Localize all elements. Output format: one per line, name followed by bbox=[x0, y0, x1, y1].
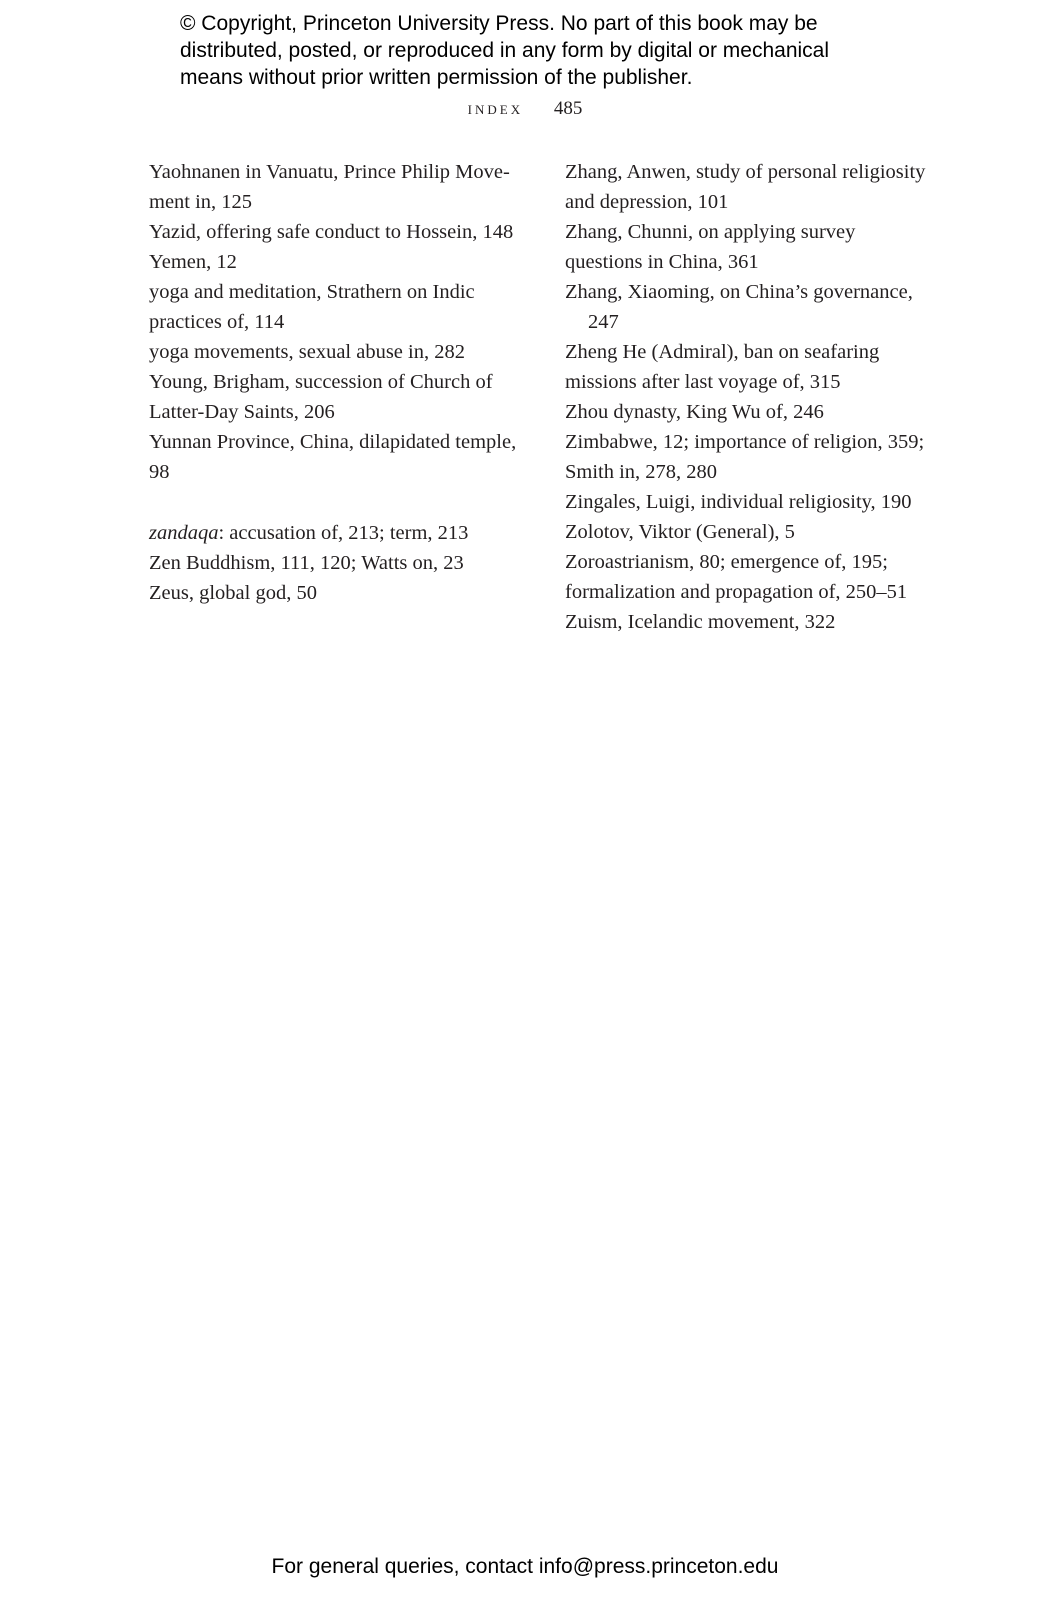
entry-line: Zolotov, Viktor (General), 5 bbox=[565, 521, 795, 543]
index-entry bbox=[149, 217, 529, 247]
entry-line: Yaohnanen in Vanuatu, Prince Philip Move- bbox=[149, 161, 510, 183]
entry-term-italic: zandaqa bbox=[149, 522, 219, 544]
index-entry bbox=[149, 518, 529, 548]
entry-line: ment in, 125 bbox=[149, 191, 253, 213]
copyright-notice bbox=[180, 10, 940, 91]
index-entry bbox=[565, 487, 945, 517]
entry-line: Latter-Day Saints, 206 bbox=[149, 401, 335, 423]
index-column-left bbox=[149, 157, 529, 608]
entry-line: missions after last voyage of, 315 bbox=[565, 371, 841, 393]
entry-line: questions in China, 361 bbox=[565, 251, 759, 273]
index-entry bbox=[149, 367, 529, 427]
entry-line: practices of, 114 bbox=[149, 311, 285, 333]
entry-line: Young, Brigham, succession of Church of bbox=[149, 371, 493, 393]
footer-contact: For general queries, contact info@press.princeton.edu bbox=[271, 1555, 779, 1578]
index-entry bbox=[565, 397, 945, 427]
entry-line: Zhang, Chunni, on applying survey bbox=[565, 221, 856, 243]
entry-rest: : accusation of, 213; term, 213 bbox=[218, 522, 469, 544]
entry-line: Zen Buddhism, 111, 120; Watts on, 23 bbox=[149, 552, 464, 574]
letter-group-gap bbox=[149, 487, 529, 518]
entry-line: and depression, 101 bbox=[565, 191, 729, 213]
entry-line: Zeus, global god, 50 bbox=[149, 582, 317, 604]
copyright-line-2: distributed, posted, or reproduced in any form by digital or mechanical bbox=[180, 39, 830, 62]
entry-line: yoga and meditation, Strathern on Indic bbox=[149, 281, 475, 303]
copyright-line-1: © Copyright, Princeton University Press. No part of this book may be bbox=[180, 12, 818, 35]
entry-line: Zhang, Xiaoming, on China’s governance, 247 bbox=[565, 281, 913, 333]
entry-line: Zheng He (Admiral), ban on seafaring bbox=[565, 341, 880, 363]
entry-line: Zoroastrianism, 80; emergence of, 195; bbox=[565, 551, 888, 573]
running-head bbox=[0, 98, 1050, 120]
index-entry bbox=[565, 217, 945, 277]
entry-line: Yunnan Province, China, dilapidated temple, bbox=[149, 431, 517, 453]
page-number: 485 bbox=[553, 98, 583, 119]
entry-line: Smith in, 278, 280 bbox=[565, 461, 718, 483]
index-entry bbox=[565, 607, 945, 637]
index-entry bbox=[565, 547, 945, 607]
index-column-right bbox=[565, 157, 945, 637]
entry-line: Zuism, Icelandic movement, 322 bbox=[565, 611, 836, 633]
index-entry bbox=[565, 337, 945, 397]
running-head-label: index bbox=[467, 98, 524, 119]
entry-line: Yazid, offering safe conduct to Hossein, 148 bbox=[149, 221, 514, 243]
index-entry bbox=[149, 247, 529, 277]
index-entry bbox=[149, 578, 529, 608]
entry-line: yoga movements, sexual abuse in, 282 bbox=[149, 341, 465, 363]
entry-line: Zhou dynasty, King Wu of, 246 bbox=[565, 401, 824, 423]
index-entry bbox=[149, 277, 529, 337]
index-entry bbox=[565, 427, 945, 487]
entry-line bbox=[149, 518, 529, 548]
entry-line: Zimbabwe, 12; importance of religion, 359; bbox=[565, 431, 925, 453]
index-entry bbox=[565, 157, 945, 217]
copyright-line-3: means without prior written permission of the publisher. bbox=[180, 66, 693, 89]
index-entry bbox=[149, 427, 529, 487]
index-entry bbox=[149, 548, 529, 578]
entry-line: Yemen, 12 bbox=[149, 251, 237, 273]
entry-line: 98 bbox=[149, 461, 170, 483]
entry-line: Zingales, Luigi, individual religiosity, 190 bbox=[565, 491, 912, 513]
index-entry bbox=[565, 517, 945, 547]
entry-line: formalization and propagation of, 250–51 bbox=[565, 581, 908, 603]
entry-line: Zhang, Anwen, study of personal religiosity bbox=[565, 161, 926, 183]
index-entry bbox=[149, 157, 529, 217]
index-entry bbox=[149, 337, 529, 367]
index-entry bbox=[565, 277, 945, 337]
